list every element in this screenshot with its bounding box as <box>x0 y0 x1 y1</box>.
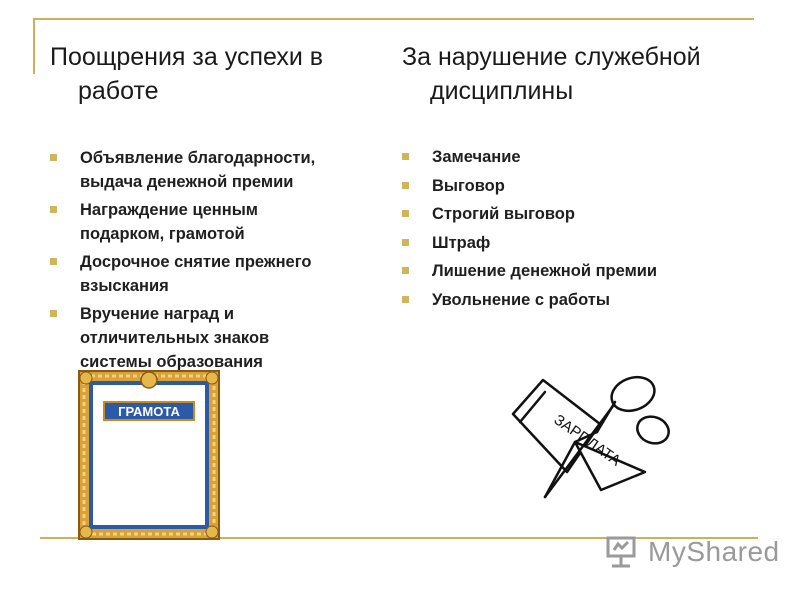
list-item-line: отличительных знаков <box>80 329 270 347</box>
square-bullet-icon <box>402 210 409 217</box>
list-item-label: Строгий выговор <box>432 205 575 223</box>
list-item-line: Досрочное снятие прежнего <box>80 253 312 271</box>
list-item <box>50 198 380 246</box>
list-item-line: Вручение наград и <box>80 305 235 323</box>
list-item <box>50 146 380 194</box>
watermark-text: MyShared <box>648 536 780 567</box>
list-item <box>402 202 742 226</box>
square-bullet-icon <box>402 296 409 303</box>
envelope-label: ЗАРПЛАТА <box>550 411 624 470</box>
presentation-icon <box>604 534 644 568</box>
list-item <box>50 302 380 374</box>
list-item-label: Выговор <box>432 176 505 195</box>
list-item <box>50 250 380 298</box>
square-bullet-icon <box>50 206 57 213</box>
rewards-list <box>50 146 380 378</box>
list-item <box>402 174 742 198</box>
list-item <box>402 259 742 283</box>
square-bullet-icon <box>402 182 409 189</box>
list-item-label: Лишение денежной премии <box>432 262 658 280</box>
right-column-title <box>402 40 762 108</box>
list-item-line: Объявление благодарности, <box>80 149 316 167</box>
left-title-line: Поощрения за успехи в <box>50 43 324 71</box>
list-item <box>402 288 742 312</box>
list-item-line: Награждение ценным <box>80 201 258 219</box>
square-bullet-icon <box>50 258 57 265</box>
frame-left-line <box>33 18 35 74</box>
list-item-line: подарком, грамотой <box>80 225 245 243</box>
square-bullet-icon <box>402 267 409 274</box>
list-item <box>402 145 742 169</box>
list-item-label: Штраф <box>432 233 491 252</box>
list-item-line: системы образования <box>80 353 263 371</box>
left-column-title <box>50 40 380 108</box>
square-bullet-icon <box>50 154 57 161</box>
left-title-line: работе <box>78 77 159 105</box>
square-bullet-icon <box>402 153 409 160</box>
list-item-label: Замечание <box>432 148 521 166</box>
penalties-list <box>402 145 742 316</box>
certificate-label: ГРАМОТА <box>118 404 180 419</box>
list-item <box>402 231 742 255</box>
right-title-line: За нарушение служебной <box>402 43 701 71</box>
certificate-image <box>78 370 220 540</box>
scissors-salary-image <box>505 372 685 502</box>
frame-top-line <box>34 18 754 20</box>
list-item-line: выдача денежной премии <box>80 173 294 191</box>
square-bullet-icon <box>402 239 409 246</box>
list-item-label: Увольнение с работы <box>432 290 610 309</box>
right-title-line: дисциплины <box>430 77 574 105</box>
square-bullet-icon <box>50 310 57 317</box>
list-item-line: взыскания <box>80 277 169 295</box>
